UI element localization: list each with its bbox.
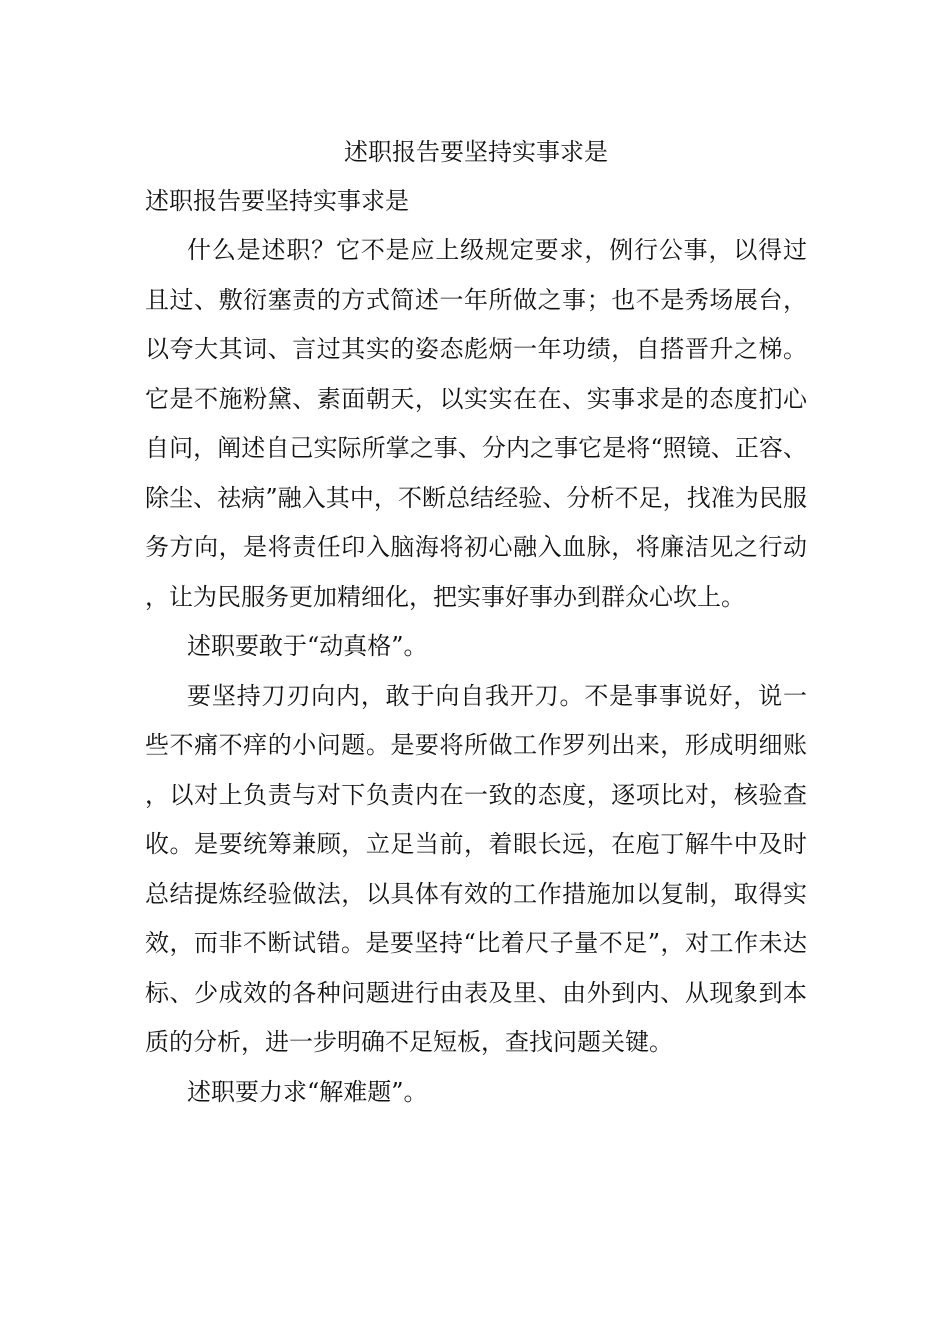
paragraph-heading-1: 述职要敢于“动真格”。 [187, 632, 428, 660]
document-body [145, 128, 807, 1117]
paragraph-definition: 什么是述职？它不是应上级规定要求，例行公事，以得过且过、敷衍塞责的方式简述一年所做之事；也不是秀场展台，以夸大其词、言过其实的姿态彪炳一年功绩，自搭晋升之梯。它是不施粉黛、素面朝天，以实实在在、实事求是的态度扪心自问，阐述自己实际所掌之事、分内之事它是将“照镜、正容、除尘、祛病”融入其中，不断总结经验、分析不足，找准为民服务方向，是将责任印入脑海将初心融入血脉，将廉洁见之行动，让为民服务更加精细化，把实事好事办到群众心坎上。 [145, 236, 807, 611]
paragraph-self-check: 要坚持刀刃向内，敢于向自我开刀。不是事事说好，说一些不痛不痒的小问题。是要将所做工作罗列出来，形成明细账，以对上负责与对下负责内在一致的态度，逐项比对，核验查收。是要统筹兼顾，立足当前，着眼长远，在庖丁解牛中及时总结提炼经验做法，以具体有效的工作措施加以复制，取得实效，而非不断试错。是要坚持“比着尺子量不足”，对工作未达标、少成效的各种问题进行由表及里、由外到内、从现象到本质的分析，进一步明确不足短板，查找问题关键。 [145, 681, 807, 1056]
document-title: 述职报告要坚持实事求是 [344, 138, 608, 166]
document-subtitle: 述职报告要坚持实事求是 [145, 187, 409, 215]
paragraph-heading-2: 述职要力求“解难题”。 [187, 1077, 428, 1106]
